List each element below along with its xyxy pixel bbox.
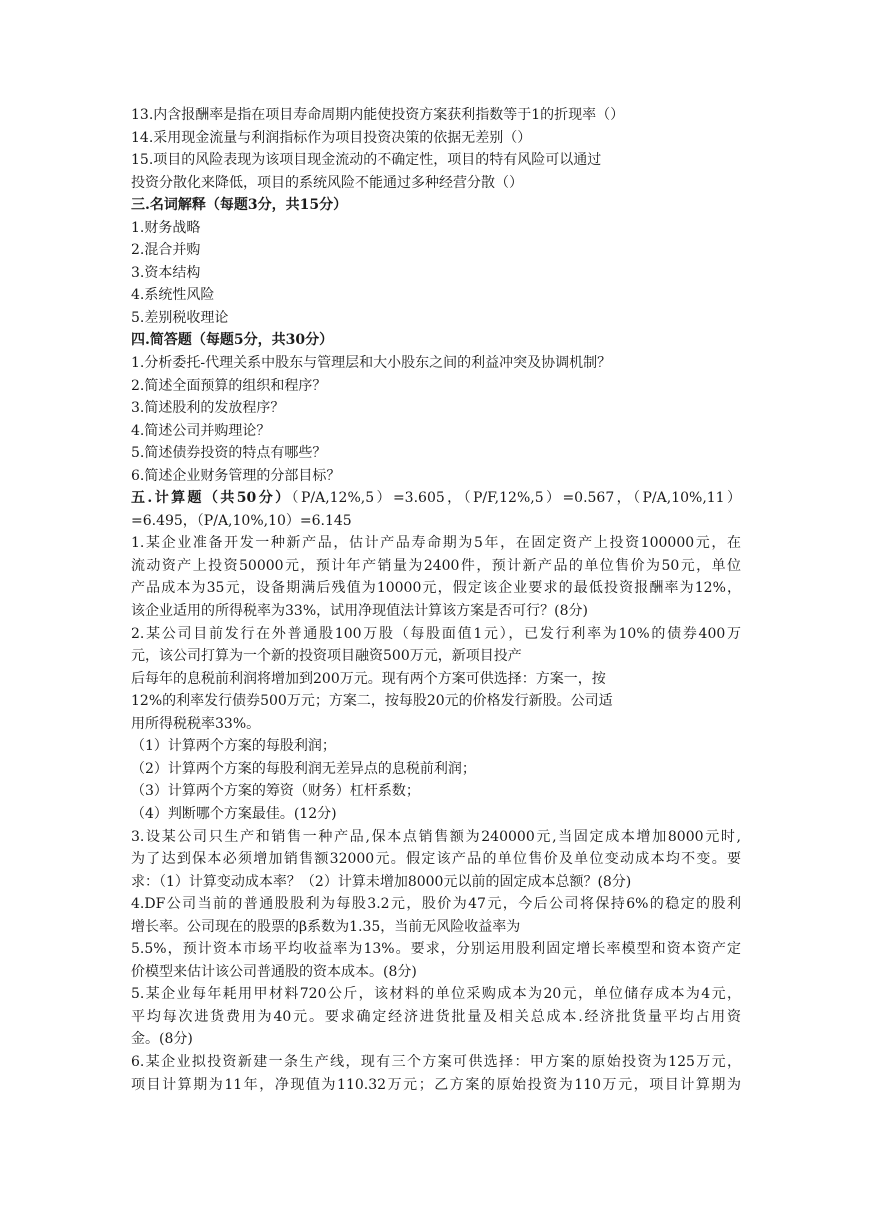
text-line: 14.采用现金流量与利润指标作为项目投资决策的依据无差别（） — [131, 129, 532, 146]
text-line: 增长率。公司现在的股票的β系数为1.35，当前无风险收益率为 — [131, 918, 521, 935]
text-line: 12%的利率发行债券500万元；方案二，按每股20元的价格发行新股。公司适 — [131, 693, 613, 710]
text-line: 4.简述公司并购理论？ — [131, 422, 271, 439]
text-line: 金。(8分) — [131, 1031, 193, 1048]
text-line: 4.系统性风险 — [131, 287, 215, 304]
text-line: 平均每次进货费用为40元。要求确定经济进货批量及相关总成本.经济批货量平均占用资 — [131, 1008, 741, 1025]
text-line: 13.内含报酬率是指在项目寿命周期内能使投资方案获利指数等于1的折现率（） — [131, 107, 625, 123]
text-line: 3.资本结构 — [131, 264, 201, 281]
text-line: （2）计算两个方案的每股利润无差异点的息税前利润； — [131, 760, 476, 777]
text-line: 项目计算期为11年，净现值为110.32万元；乙方案的原始投资为110万元，项目计算期为 — [131, 1076, 741, 1093]
text-line: 5.某企业每年耗用甲材料720公斤，该材料的单位采购成本为20元，单位储存成本为4元， — [131, 986, 741, 1003]
text-line: （4）判断哪个方案最佳。(12分) — [131, 805, 337, 822]
text-line: 4.DF公司当前的普通股股利为每股3.2元，股价为47元，今后公司将保持6%的稳定的股利 — [131, 896, 741, 913]
text-line: 产品成本为35元，设备期满后残值为10000元，假定该企业要求的最低投资报酬率为12%， — [131, 580, 741, 597]
section-heading: 四.简答题（每题5分，共30分） — [131, 332, 334, 349]
text-line: 1.财务战略 — [131, 219, 201, 236]
text-line: （1）计算两个方案的每股利润； — [131, 738, 336, 755]
document-body — [131, 104, 741, 1096]
section-heading: 三.名词解释（每题3分，共15分） — [131, 197, 348, 214]
text-line: 投资分散化来降低，项目的系统风险不能通过多种经营分散（） — [131, 174, 523, 191]
text-line: 6.简述企业财务管理的分部目标？ — [131, 467, 341, 484]
text-line: 3.简述股利的发放程序？ — [131, 400, 285, 417]
text-line: 5.5%，预计资本市场平均收益率为13%。要求，分别运用股利固定增长率模型和资本资产定 — [131, 941, 741, 958]
interest-factors: （P/A,12%,5）=3.605，（P/F,12%,5）=0.567，（P/A,10%,11） — [291, 490, 741, 507]
text-line: 5.差别税收理论 — [131, 309, 229, 326]
text-line: 价模型来估计该公司普通股的资本成本。(8分) — [131, 963, 417, 980]
text-line: 1.某企业准备开发一种新产品，估计产品寿命期为5年，在固定资产上投资100000元，在 — [131, 535, 741, 552]
text-line: 5.简述债券投资的特点有哪些？ — [131, 445, 327, 462]
text-line: 2.简述全面预算的组织和程序？ — [131, 377, 327, 394]
text-line: 为了达到保本必须增加销售额32000元。假定该产品的单位售价及单位变动成本均不变。要 — [131, 851, 741, 868]
text-line: 用所得税税率33%。 — [131, 715, 261, 732]
section-heading: 五.计算题（共50分） — [131, 490, 292, 507]
text-line: 后每年的息税前利润将增加到200万元。现有两个方案可供选择：方案一，按 — [131, 670, 606, 687]
text-line: 元，该公司打算为一个新的投资项目融资500万元，新项目投产 — [131, 648, 522, 665]
text-line: =6.495，（P/A,10%,10）=6.145 — [131, 512, 352, 529]
text-line: 3.设某公司只生产和销售一种产品,保本点销售额为240000元,当固定成本增加8000元时, — [131, 828, 741, 845]
text-line: 6.某企业拟投资新建一条生产线，现有三个方案可供选择：甲方案的原始投资为125万元， — [131, 1053, 741, 1070]
text-line: 1.分析委托-代理关系中股东与管理层和大小股东之间的利益冲突及协调机制？ — [131, 355, 612, 372]
text-line — [131, 487, 741, 510]
text-line: 求：（1）计算变动成本率？（2）计算未增加8000元以前的固定成本总额？(8分) — [131, 873, 632, 890]
text-line: （3）计算两个方案的筹资（财务）杠杆系数； — [131, 783, 420, 800]
text-line: 流动资产上投资50000元，预计年产销量为2400件，预计新产品的单位售价为50元，单位 — [131, 557, 741, 574]
text-line: 2.混合并购 — [131, 242, 201, 259]
text-line: 该企业适用的所得税率为33%，试用净现值法计算该方案是否可行？(8分) — [131, 603, 588, 620]
text-line: 15.项目的风险表现为该项目现金流动的不确定性，项目的特有风险可以通过 — [131, 152, 602, 169]
text-line: 2.某公司目前发行在外普通股100万股（每股面值1元），已发行利率为10%的债券400万 — [131, 625, 741, 642]
